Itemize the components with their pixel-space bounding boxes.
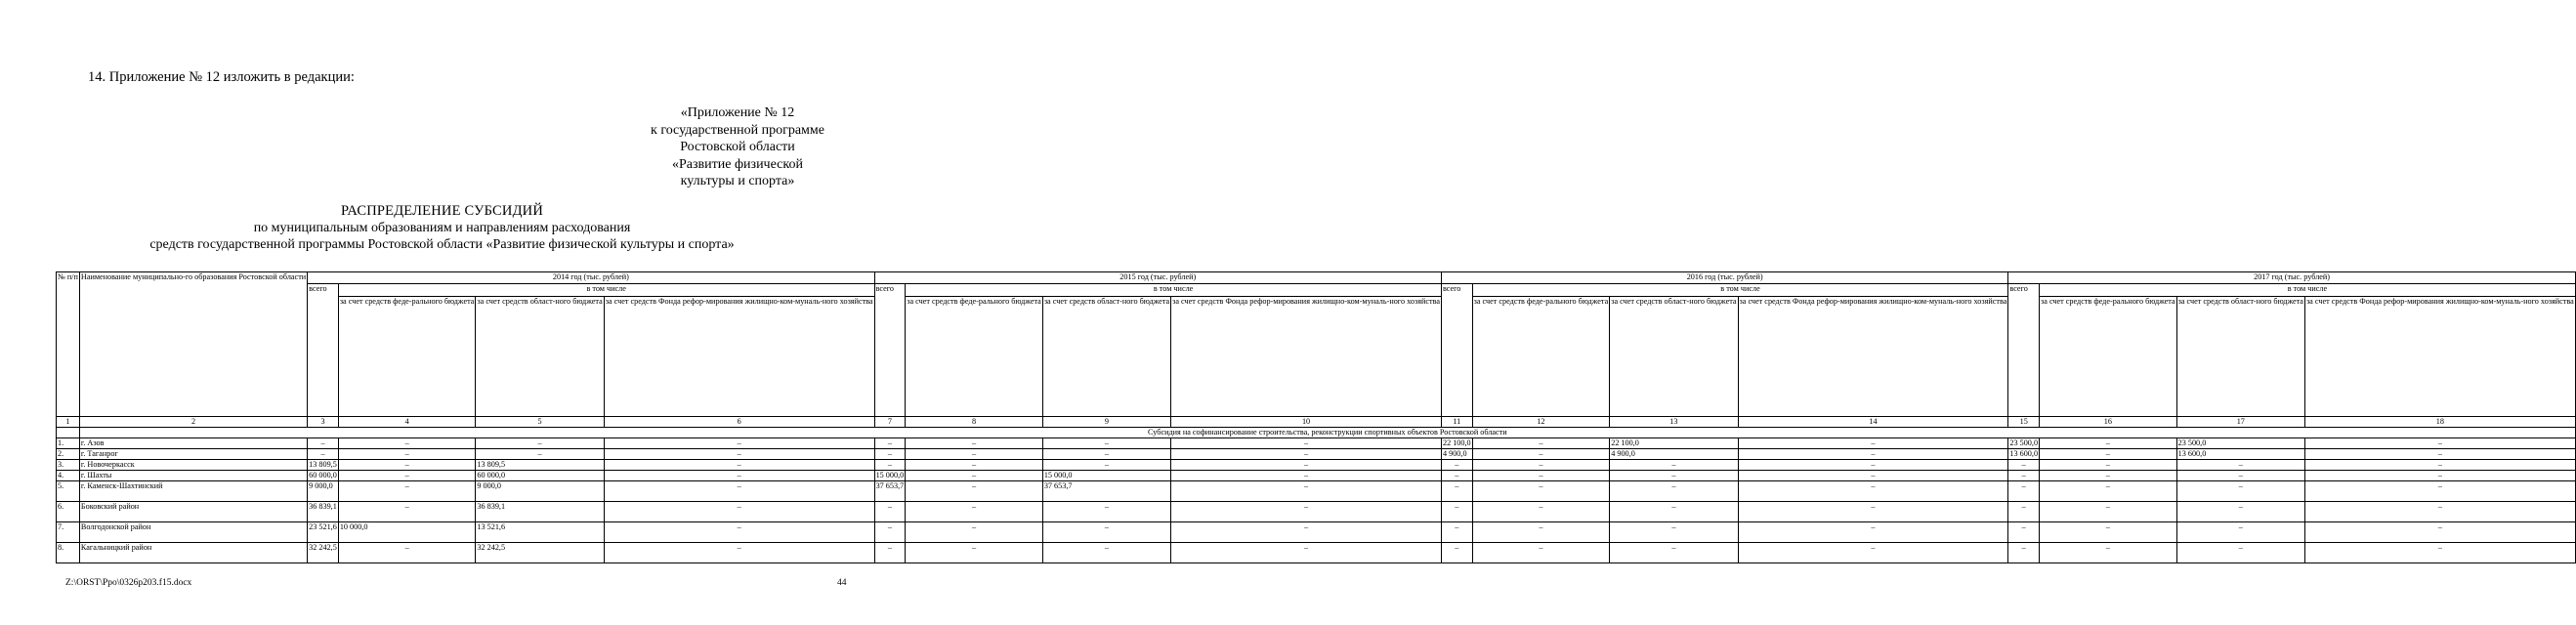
value-cell: 13 600,0	[2009, 449, 2039, 458]
value-cell: –	[1171, 460, 1442, 471]
value-cell: –	[604, 438, 874, 449]
file-path: Z:\ORST\Ppo\0326p203.f15.docx	[65, 578, 192, 588]
value-cell: –	[906, 522, 1043, 543]
value-cell: –	[1738, 543, 2008, 563]
value-cell: 15 000,0	[875, 471, 905, 479]
column-number-cell: 4	[338, 417, 476, 428]
value-cell: –	[906, 471, 1043, 481]
header-total: всего	[308, 284, 339, 417]
value-cell: –	[1610, 502, 1738, 522]
appendix-reference	[625, 104, 850, 190]
value-cell: –	[2008, 502, 2040, 522]
header-housing-fund: за счет средств Фонда рефор-мирования жилищно-ком-муналь-ного хозяйства	[2304, 297, 2575, 417]
value-cell: –	[1738, 449, 2008, 460]
appendix-line: к государственной программе	[651, 122, 824, 138]
value-cell: –	[338, 449, 476, 460]
column-number-cell: 5	[476, 417, 604, 428]
value-cell: –	[906, 543, 1043, 563]
value-cell: –	[1472, 471, 1610, 481]
value-cell: –	[2008, 543, 2040, 563]
value-cell: –	[1738, 471, 2008, 481]
value-cell: –	[2304, 449, 2575, 460]
header-including: в том числе	[338, 284, 874, 297]
value-cell: 60 000,0	[476, 471, 604, 481]
row-number: 7.	[57, 522, 80, 543]
table-row	[57, 481, 2576, 502]
header-year-2017: 2017 год (тыс. рублей)	[2008, 272, 2575, 284]
table-row	[57, 438, 2576, 449]
heading-subtitle: по муниципальным образованиям и направлениям расходования	[253, 221, 631, 235]
row-municipality: Боковский район	[79, 502, 307, 522]
value-cell: –	[874, 543, 906, 563]
header-including: в том числе	[1472, 284, 2008, 297]
row-municipality: г. Новочеркасск	[79, 460, 307, 471]
row-number: 5.	[57, 481, 80, 502]
value-cell: –	[1042, 460, 1170, 471]
value-cell: 22 100,0	[1610, 438, 1738, 449]
header-municipality: Наименование муниципально-го образования Ростовской области	[79, 272, 307, 417]
value-cell: –	[2008, 481, 2040, 502]
value-cell: –	[2176, 460, 2304, 471]
value-cell: –	[1738, 438, 2008, 449]
value-cell: –	[874, 449, 906, 460]
header-including: в том числе	[2040, 284, 2576, 297]
column-number-cell: 16	[2040, 417, 2177, 428]
intro-text: 14. Приложение № 12 изложить в редакции:	[88, 69, 355, 85]
value-cell: 9 000,0	[308, 481, 339, 502]
value-cell: 23 521,6	[308, 522, 339, 543]
value-cell: –	[1042, 522, 1170, 543]
appendix-line: Ростовской области	[680, 140, 795, 154]
value-cell: 10 000,0	[338, 522, 476, 543]
value-cell: –	[2176, 502, 2304, 522]
table-row	[57, 522, 2576, 543]
value-cell: –	[1472, 438, 1610, 449]
value-cell: –	[906, 460, 1043, 471]
value-cell: –	[1738, 460, 2008, 471]
column-number-cell: 9	[1042, 417, 1170, 428]
value-cell: 22 100,0	[1442, 438, 1471, 447]
value-cell: –	[604, 460, 874, 471]
header-year-2014: 2014 год (тыс. рублей)	[308, 272, 874, 284]
appendix-line: «Развитие физической	[672, 156, 803, 172]
column-number-cell: 3	[308, 417, 339, 428]
page-number: 44	[837, 578, 847, 588]
value-cell: –	[1441, 502, 1472, 522]
value-cell: –	[2304, 543, 2575, 563]
value-cell: –	[2304, 502, 2575, 522]
value-cell: –	[2008, 471, 2040, 481]
table-row	[57, 471, 2576, 481]
header-regional-budget: за счет средств област-ного бюджета	[2176, 297, 2304, 417]
value-cell: –	[1610, 543, 1738, 563]
value-cell: –	[2008, 522, 2040, 543]
value-cell: –	[604, 522, 874, 543]
value-cell: –	[1042, 543, 1170, 563]
column-number-cell: 11	[1441, 417, 1472, 428]
row-number: 3.	[57, 460, 80, 471]
value-cell: –	[2040, 502, 2177, 522]
value-cell: –	[604, 471, 874, 481]
table-row	[57, 449, 2576, 460]
value-cell: 13 809,5	[309, 460, 337, 469]
value-cell: –	[1042, 449, 1170, 460]
column-number-cell: 14	[1738, 417, 2008, 428]
row-municipality: Кагальницкий район	[79, 543, 307, 563]
value-cell: –	[1171, 481, 1442, 502]
column-number-cell: 18	[2304, 417, 2575, 428]
table-row	[57, 460, 2576, 471]
value-cell: –	[906, 481, 1043, 502]
header-regional-budget: за счет средств област-ного бюджета	[1042, 297, 1170, 417]
value-cell: 36 839,1	[476, 502, 604, 522]
value-cell: 15 000,0	[1042, 471, 1170, 481]
header-federal-budget: за счет средств феде-рального бюджета	[338, 297, 476, 417]
value-cell: 4 900,0	[1610, 449, 1738, 460]
value-cell: –	[1738, 522, 2008, 543]
value-cell: –	[308, 438, 339, 449]
value-cell: –	[1738, 502, 2008, 522]
column-number-cell: 2	[79, 417, 307, 428]
value-cell: –	[476, 449, 604, 460]
header-including: в том числе	[906, 284, 1442, 297]
value-cell: –	[1171, 438, 1442, 449]
value-cell: –	[1472, 522, 1610, 543]
value-cell: –	[2040, 460, 2177, 471]
value-cell: –	[1171, 449, 1442, 460]
value-cell: –	[2040, 481, 2177, 502]
value-cell: 32 242,5	[308, 543, 339, 563]
value-cell: –	[2176, 471, 2304, 481]
column-number-cell: 8	[906, 417, 1043, 428]
header-regional-budget: за счет средств област-ного бюджета	[1610, 297, 1738, 417]
value-cell: –	[1472, 460, 1610, 471]
value-cell: –	[2040, 438, 2177, 449]
column-number-cell: 15	[2008, 417, 2040, 428]
column-number-cell: 12	[1472, 417, 1610, 428]
table-body	[57, 438, 2576, 563]
table-row	[57, 543, 2576, 563]
section-empty-cell	[57, 428, 80, 438]
header-federal-budget: за счет средств феде-рального бюджета	[1472, 297, 1610, 417]
value-cell: –	[1610, 471, 1738, 481]
row-number: 1.	[57, 438, 80, 449]
value-cell: 13 809,5	[476, 460, 604, 471]
header-year-2015: 2015 год (тыс. рублей)	[874, 272, 1441, 284]
heading-subtitle: средств государственной программы Ростовской области «Развитие физической культуры и спорта»	[149, 237, 735, 252]
value-cell: –	[1738, 481, 2008, 502]
value-cell: –	[476, 438, 604, 449]
header-housing-fund: за счет средств Фонда рефор-мирования жилищно-ком-муналь-ного хозяйства	[1738, 297, 2008, 417]
value-cell: –	[1042, 438, 1170, 449]
value-cell: –	[1472, 449, 1610, 460]
value-cell: 23 500,0	[2009, 438, 2039, 447]
value-cell: –	[1472, 543, 1610, 563]
value-cell: –	[1441, 543, 1472, 563]
value-cell: –	[906, 438, 1043, 449]
value-cell: –	[1171, 471, 1442, 481]
row-municipality: г. Азов	[79, 438, 307, 449]
value-cell: –	[1042, 502, 1170, 522]
header-year-2016: 2016 год (тыс. рублей)	[1441, 272, 2007, 284]
value-cell: 4 900,0	[1441, 449, 1472, 460]
value-cell: –	[1171, 543, 1442, 563]
value-cell: –	[906, 449, 1043, 460]
value-cell: –	[1441, 481, 1472, 502]
row-number: 6.	[57, 502, 80, 522]
value-cell: –	[1171, 522, 1442, 543]
value-cell: –	[1610, 460, 1738, 471]
value-cell: –	[2176, 522, 2304, 543]
heading-title: РАСПРЕДЕЛЕНИЕ СУБСИДИЙ	[340, 203, 544, 219]
row-municipality: г. Шахты	[79, 471, 307, 481]
value-cell: –	[1441, 471, 1472, 481]
header-housing-fund: за счет средств Фонда рефор-мирования жилищно-ком-муналь-ного хозяйства	[1171, 297, 1442, 417]
row-number: 2.	[57, 449, 80, 460]
value-cell: –	[2040, 543, 2177, 563]
column-number-cell: 1	[57, 417, 80, 428]
subsidy-table	[56, 271, 2576, 563]
value-cell: 37 653,7	[1042, 481, 1170, 502]
value-cell: –	[874, 522, 906, 543]
value-cell: –	[338, 438, 476, 449]
value-cell: –	[1610, 481, 1738, 502]
value-cell: –	[1610, 522, 1738, 543]
section-title: Субсидия на софинансирование строительства, реконструкции спортивных объектов Ростовской области	[79, 428, 2575, 438]
value-cell: –	[338, 543, 476, 563]
document-heading	[0, 203, 884, 253]
header-total: всего	[1441, 284, 1472, 417]
value-cell: –	[2040, 471, 2177, 481]
value-cell: –	[906, 502, 1043, 522]
value-cell: –	[338, 502, 476, 522]
value-cell: –	[2176, 481, 2304, 502]
column-number-cell: 17	[2176, 417, 2304, 428]
value-cell: –	[1472, 481, 1610, 502]
column-number-cell: 10	[1171, 417, 1442, 428]
value-cell: –	[2304, 522, 2575, 543]
value-cell: –	[308, 449, 339, 460]
value-cell: –	[1171, 502, 1442, 522]
value-cell: –	[1441, 522, 1472, 543]
value-cell: 13 521,6	[476, 522, 604, 543]
value-cell: –	[1441, 460, 1472, 471]
header-federal-budget: за счет средств феде-рального бюджета	[906, 297, 1043, 417]
value-cell: –	[1472, 502, 1610, 522]
value-cell: 23 500,0	[2176, 438, 2304, 449]
appendix-line: культуры и спорта»	[680, 174, 795, 188]
column-number-cell: 7	[874, 417, 906, 428]
value-cell: 37 653,7	[874, 481, 906, 502]
value-cell: –	[2040, 522, 2177, 543]
value-cell: –	[2176, 543, 2304, 563]
value-cell: 13 600,0	[2176, 449, 2304, 460]
value-cell: 60 000,0	[309, 471, 337, 479]
value-cell: 36 839,1	[308, 502, 339, 522]
value-cell: 32 242,5	[476, 543, 604, 563]
value-cell: –	[2304, 438, 2575, 449]
value-cell: –	[2008, 460, 2040, 471]
value-cell: –	[338, 460, 476, 471]
column-number-cell: 13	[1610, 417, 1738, 428]
row-municipality: г. Каменск-Шахтинский	[79, 481, 307, 502]
header-regional-budget: за счет средств област-ного бюджета	[476, 297, 604, 417]
value-cell: –	[874, 502, 906, 522]
value-cell: –	[338, 471, 476, 481]
column-number-row	[57, 417, 2576, 428]
value-cell: –	[604, 543, 874, 563]
value-cell: –	[604, 502, 874, 522]
table-row	[57, 502, 2576, 522]
column-number-cell: 6	[604, 417, 874, 428]
row-number: 8.	[57, 543, 80, 563]
value-cell: –	[2040, 449, 2177, 460]
value-cell: –	[2304, 460, 2575, 471]
row-municipality: г. Таганрог	[79, 449, 307, 460]
value-cell: –	[604, 449, 874, 460]
header-federal-budget: за счет средств феде-рального бюджета	[2040, 297, 2177, 417]
row-number: 4.	[57, 471, 80, 481]
value-cell: 9 000,0	[476, 481, 604, 502]
value-cell: –	[874, 438, 906, 449]
value-cell: –	[874, 460, 906, 471]
value-cell: –	[2304, 481, 2575, 502]
value-cell: –	[604, 481, 874, 502]
value-cell: –	[2304, 471, 2575, 481]
header-housing-fund: за счет средств Фонда рефор-мирования жилищно-ком-муналь-ного хозяйства	[604, 297, 874, 417]
header-number: № п/п	[57, 272, 80, 417]
header-total: всего	[2008, 284, 2040, 417]
header-total: всего	[874, 284, 906, 417]
appendix-line: «Приложение № 12	[680, 105, 795, 120]
row-municipality: Волгодонской район	[79, 522, 307, 543]
value-cell: –	[338, 481, 476, 502]
